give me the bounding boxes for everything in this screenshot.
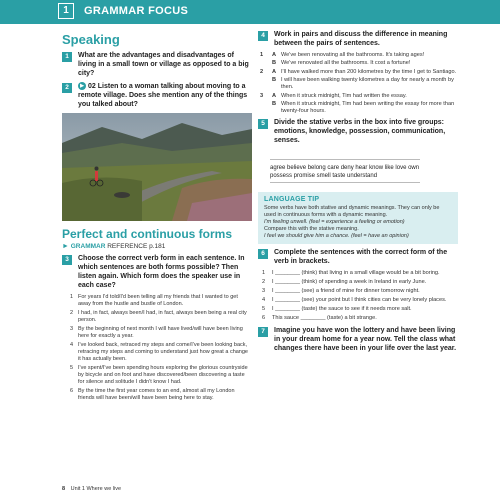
speaking-heading: Speaking bbox=[62, 32, 120, 47]
sentence-pair: 1 A We've been renovating all the bathrooms. It's taking ages! B We've renovated all the bathrooms. It cost a fortune! bbox=[260, 52, 425, 66]
exercise-instruction: Work in pairs and discuss the difference in meaning between the pairs of sentences. bbox=[274, 31, 448, 47]
exercise-4-pairs bbox=[258, 52, 458, 115]
list-item: 3 By the beginning of next month I will have lived/will have been living here for exactly a year. bbox=[70, 326, 243, 339]
page-header bbox=[0, 0, 500, 24]
exercise-4 bbox=[258, 30, 458, 48]
language-tip-heading: LANGUAGE TIP bbox=[264, 196, 320, 203]
exercise-number: 5 bbox=[258, 119, 268, 129]
section-title: GRAMMAR FOCUS bbox=[84, 5, 189, 17]
list-item: 3 I ________ (see) a friend of mine for dinner tomorrow night. bbox=[262, 288, 420, 294]
exercise-number: 6 bbox=[258, 249, 268, 259]
exercise-number: 1 bbox=[62, 52, 72, 62]
list-item: 5 I've spent/I've been spending hours exploring the glorious countryside by bicycle and on foot and have discovered/been discovering a taste for silence and solitude I didn't know I had. bbox=[70, 365, 248, 385]
audio-track-number: 02 bbox=[88, 83, 96, 90]
list-item: 2 I had, in fact, always been/I had, in fact, always been being a real city person. bbox=[70, 310, 247, 323]
tip-line: Some verbs have both stative and dynamic meanings. They can only be used in continuous forms with a dynamic meaning. bbox=[264, 205, 440, 218]
right-column bbox=[258, 30, 458, 357]
exercise-number: 3 bbox=[62, 255, 72, 265]
list-item: 4 I ________ (see) your point but I think cities can be very lonely places. bbox=[262, 297, 447, 303]
arrow-right-icon: ► bbox=[62, 243, 69, 250]
list-item: 2 I ________ (think) of spending a week in Ireland in early June. bbox=[262, 279, 427, 285]
page-number: 8 bbox=[62, 486, 66, 492]
cyclist-landscape-photo bbox=[62, 113, 252, 221]
tip-line: Compare this with the stative meaning. bbox=[264, 226, 359, 232]
list-item: 6 This sauce ________ (taste) a bit strange. bbox=[262, 315, 377, 321]
grammar-reference[interactable] bbox=[62, 243, 250, 250]
tip-line: I'm feeling unwell. (feel = experience a feeling or emotion) bbox=[264, 219, 405, 225]
list-item: 4 I've looked back, retraced my steps and come/I've been looking back, retracing my steps and coming to understand just how great a change it has actually been. bbox=[70, 342, 248, 362]
exercise-number: 2 bbox=[62, 83, 72, 93]
list-item: 1 For years I'd told/I'd been telling all my friends that I wanted to get away from the hustle and bustle of London. bbox=[70, 294, 238, 307]
exercise-3 bbox=[62, 254, 250, 290]
exercise-number: 7 bbox=[258, 327, 268, 337]
page-footer bbox=[62, 486, 121, 492]
exercise-6-items bbox=[258, 270, 458, 322]
exercise-2 bbox=[62, 82, 250, 109]
exercise-instruction: Choose the correct verb form in each sentence. In which sentences are both forms possible? Then listen again. Which form does the speaker use in each case? bbox=[78, 255, 245, 289]
list-item: 6 By the time the first year comes to an end, almost all my London friends will have been/will have been being here to stay. bbox=[70, 388, 235, 401]
list-item: 5 I ________ (taste) the sauce to see if it needs more salt. bbox=[262, 306, 412, 312]
exercise-instruction: Imagine you have won the lottery and have been living in your dream home for a year now. Tell the class what changes there have been in your life over the last year. bbox=[274, 327, 457, 352]
language-tip-box bbox=[258, 192, 458, 244]
exercise-1 bbox=[62, 51, 250, 78]
grammar-reference-page: REFERENCE p.181 bbox=[107, 243, 166, 250]
stative-verbs-box: agree believe belong care deny hear know like love own possess promise smell taste understand bbox=[270, 159, 420, 180]
audio-play-icon[interactable]: ▶ bbox=[78, 82, 86, 90]
exercise-7 bbox=[258, 326, 458, 353]
exercise-6 bbox=[258, 248, 458, 266]
grammar-reference-label: GRAMMAR bbox=[70, 243, 106, 250]
exercise-instruction: Listen to a woman talking about moving to a remote village. Does she mention any of the things you talked about? bbox=[78, 83, 248, 108]
exercise-5 bbox=[258, 118, 458, 145]
exercise-instruction: Divide the stative verbs in the box into five groups: emotions, knowledge, possession, communication, senses. bbox=[274, 119, 446, 144]
sentence-pair: 2 A I'll have walked more than 200 kilometres by the time I get to Santiago. B I will have been walking twenty kilometres a day for nearly a month by then. bbox=[260, 69, 457, 90]
sentence-pair: 3 A When it struck midnight, Tim had written the essay. B When it struck midnight, Tim had been writing the essay for more than twenty-four hours. bbox=[260, 93, 455, 114]
unit-number-box: 1 bbox=[58, 3, 74, 19]
exercise-instruction: Complete the sentences with the correct form of the verb in brackets. bbox=[274, 249, 448, 265]
answer-lines bbox=[270, 182, 420, 188]
left-column bbox=[62, 30, 250, 404]
exercise-3-items bbox=[62, 294, 250, 402]
exercise-instruction: What are the advantages and disadvantages of living in a small town or village as opposed to a big city? bbox=[78, 52, 249, 77]
perfect-continuous-heading: Perfect and continuous forms bbox=[62, 227, 233, 241]
exercise-number: 4 bbox=[258, 31, 268, 41]
list-item: 1 I ________ (think) that living in a small village would be a bit boring. bbox=[262, 270, 440, 276]
unit-label: Unit 1 Where we live bbox=[70, 486, 122, 492]
tip-line: I feel we should give him a chance. (feel = have an opinion) bbox=[264, 233, 409, 239]
